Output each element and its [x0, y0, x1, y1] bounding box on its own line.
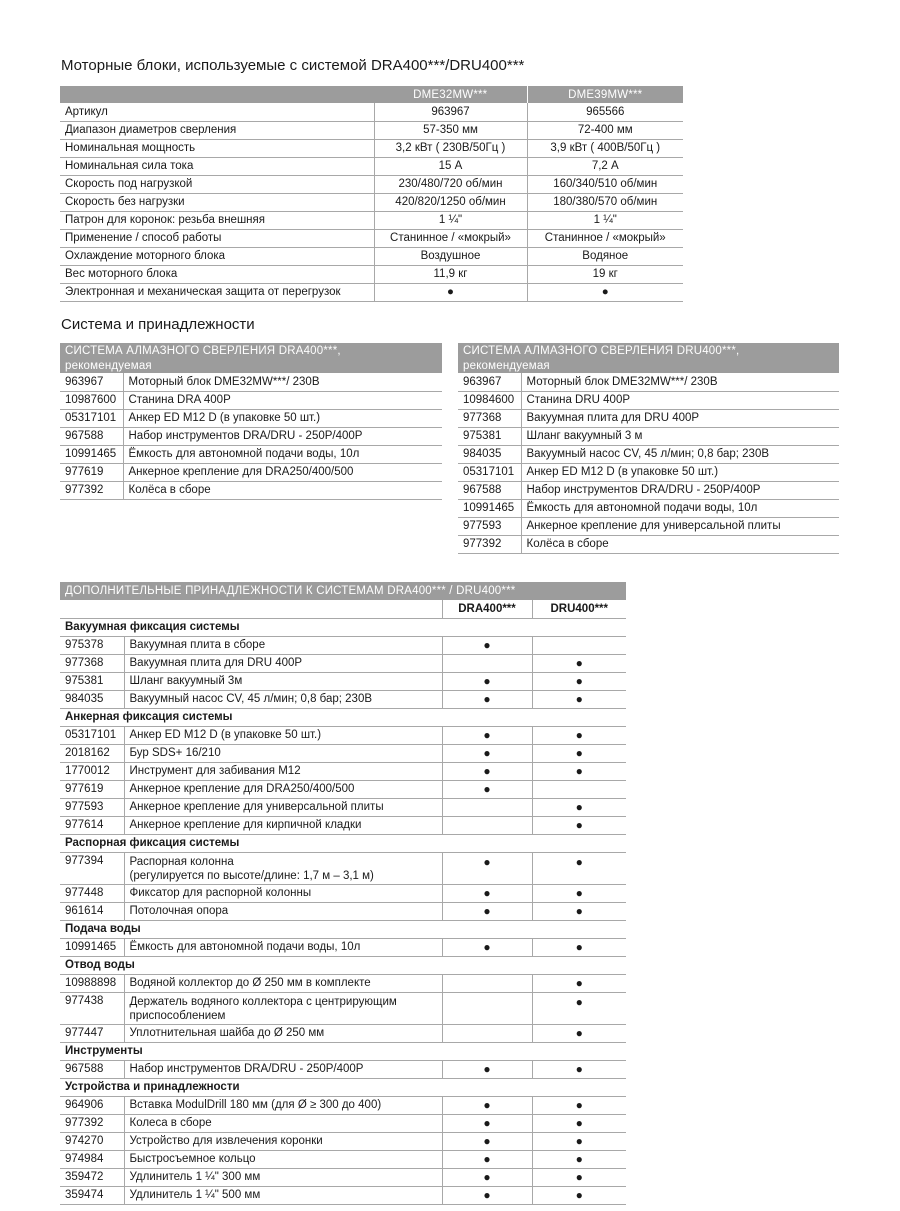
accessory-code: 2018162	[60, 744, 124, 762]
accessory-code: 977447	[60, 1024, 124, 1042]
accessory-desc-cell	[124, 780, 442, 798]
group-label: Вакуумная фиксация системы	[60, 618, 626, 636]
accessory-desc: Ёмкость для автономной подачи воды, 10л	[129, 941, 361, 953]
dru-availability-mark: ●	[532, 1114, 626, 1132]
motor-row	[60, 103, 683, 121]
dra-availability-mark: ●	[442, 1132, 532, 1150]
accessory-row	[60, 884, 626, 902]
accessory-code: 1770012	[60, 762, 124, 780]
accessory-code: 977438	[60, 992, 124, 1024]
dra-system-code: 963967	[60, 373, 123, 391]
motor-row-label: Применение / способ работы	[60, 229, 374, 247]
dru-system-code: 975381	[458, 427, 521, 445]
accessory-row	[60, 902, 626, 920]
dru-availability-mark: ●	[532, 1186, 626, 1204]
motor-row	[60, 121, 683, 139]
dra-system-desc: Ёмкость для автономной подачи воды, 10л	[123, 445, 442, 463]
group-row	[60, 956, 626, 974]
motor-row-value-dme39: 965566	[527, 103, 683, 121]
accessory-desc: Удлинитель 1 ¼" 500 мм	[129, 1189, 261, 1201]
accessory-code: 977392	[60, 1114, 124, 1132]
group-label: Инструменты	[60, 1042, 626, 1060]
accessory-desc-cell	[124, 1132, 442, 1150]
accessory-desc: Анкер ED M12 D (в упаковке 50 шт.)	[129, 729, 322, 741]
accessory-desc: Вакуумная плита в сборе	[129, 639, 266, 651]
accessory-desc-cell	[124, 654, 442, 672]
dra-system-row	[60, 481, 442, 499]
dru-system-code: 10984600	[458, 391, 521, 409]
dru-system-code: 963967	[458, 373, 521, 391]
motor-row-value-dme39: Станинное / «мокрый»	[527, 229, 683, 247]
group-label: Отвод воды	[60, 956, 626, 974]
dru-system-desc: Набор инструментов DRA/DRU - 250P/400P	[521, 481, 839, 499]
accessory-row	[60, 1024, 626, 1042]
motor-row-value-dme32: 3,2 кВт ( 230В/50Гц )	[374, 139, 527, 157]
dru-availability-mark: ●	[532, 1168, 626, 1186]
motor-row-label: Номинальная мощность	[60, 139, 374, 157]
dra-system-code: 10987600	[60, 391, 123, 409]
dra-availability-mark	[442, 974, 532, 992]
dru-system-row	[458, 481, 839, 499]
dra-availability-mark: ●	[442, 938, 532, 956]
dru-system-code: 967588	[458, 481, 521, 499]
dru-system-desc: Колёса в сборе	[521, 535, 839, 553]
dra-availability-mark	[442, 992, 532, 1024]
accessory-desc: Колеса в сборе	[129, 1117, 212, 1129]
dra-system-code: 977392	[60, 481, 123, 499]
dra-availability-mark: ●	[442, 1096, 532, 1114]
dru-system-desc: Шланг вакуумный 3 м	[521, 427, 839, 445]
accessory-code: 10988898	[60, 974, 124, 992]
dra-availability-mark: ●	[442, 1060, 532, 1078]
accessory-row	[60, 798, 626, 816]
dru-system-row	[458, 391, 839, 409]
accessory-code: 359472	[60, 1168, 124, 1186]
motor-row	[60, 283, 683, 301]
accessory-row	[60, 672, 626, 690]
accessory-desc: Водяной коллектор до Ø 250 мм в комплекте	[129, 977, 371, 989]
dru-availability-mark: ●	[532, 1024, 626, 1042]
dra-system-desc: Колёса в сборе	[123, 481, 442, 499]
accessory-desc-cell	[124, 672, 442, 690]
accessory-code: 961614	[60, 902, 124, 920]
motor-row-label: Скорость без нагрузки	[60, 193, 374, 211]
dra-availability-mark	[442, 816, 532, 834]
dru-availability-mark: ●	[532, 974, 626, 992]
accessory-row	[60, 1060, 626, 1078]
dru-availability-mark: ●	[532, 762, 626, 780]
dra-system-header-line2: рекомендуемая	[60, 358, 442, 373]
accessory-desc-line2: приспособлением	[129, 1009, 226, 1022]
dru-system-row	[458, 499, 839, 517]
motor-row-value-dme32: 230/480/720 об/мин	[374, 175, 527, 193]
dra-system-desc: Анкер ED M12 D (в упаковке 50 шт.)	[123, 409, 442, 427]
accessory-desc-cell	[124, 762, 442, 780]
accessory-row	[60, 762, 626, 780]
extra-colhead-dru: DRU400***	[532, 600, 626, 618]
motor-row	[60, 265, 683, 283]
accessory-code: 977368	[60, 654, 124, 672]
group-label: Устройства и принадлежности	[60, 1078, 626, 1096]
dru-system-header-line1: СИСТЕМА АЛМАЗНОГО СВЕРЛЕНИЯ DRU400***,	[458, 343, 839, 358]
motor-row-value-dme39: 19 кг	[527, 265, 683, 283]
dru-system-code: 977593	[458, 517, 521, 535]
accessory-desc: Удлинитель 1 ¼" 300 мм	[129, 1171, 261, 1183]
accessory-desc-cell	[124, 744, 442, 762]
accessory-code: 984035	[60, 690, 124, 708]
accessory-desc-cell	[124, 690, 442, 708]
motor-row-value-dme32: 11,9 кг	[374, 265, 527, 283]
accessory-code: 964906	[60, 1096, 124, 1114]
accessory-row	[60, 690, 626, 708]
accessory-desc: Вакуумная плита для DRU 400P	[129, 657, 303, 669]
dra-availability-mark: ●	[442, 726, 532, 744]
group-row	[60, 1042, 626, 1060]
extra-colhead-blank2	[124, 600, 442, 618]
dra-system-header-line1: СИСТЕМА АЛМАЗНОГО СВЕРЛЕНИЯ DRA400***,	[60, 343, 442, 358]
accessory-code: 974270	[60, 1132, 124, 1150]
dra-availability-mark: ●	[442, 1168, 532, 1186]
dru-availability-mark	[532, 636, 626, 654]
dru-system-row	[458, 409, 839, 427]
motor-row-value-dme39: 7,2 А	[527, 157, 683, 175]
accessory-desc: Вставка ModulDrill 180 мм (для Ø ≥ 300 до 400)	[129, 1099, 382, 1111]
dru-system-header-line2: рекомендуемая	[458, 358, 839, 373]
accessory-desc-cell	[124, 1186, 442, 1204]
motor-row-label: Вес моторного блока	[60, 265, 374, 283]
dra-availability-mark: ●	[442, 1114, 532, 1132]
accessory-desc: Анкерное крепление для универсальной плиты	[129, 801, 384, 813]
dra-availability-mark: ●	[442, 744, 532, 762]
dra-availability-mark: ●	[442, 762, 532, 780]
dra-availability-mark: ●	[442, 852, 532, 884]
accessory-desc: Распорная колонна	[129, 855, 234, 868]
motor-row	[60, 139, 683, 157]
accessory-row	[60, 938, 626, 956]
accessory-desc-cell	[124, 852, 442, 884]
systems-section-title: Система и принадлежности	[61, 316, 255, 333]
accessory-row	[60, 816, 626, 834]
dru-system-desc: Вакуумный насос CV, 45 л/мин; 0,8 бар; 230В	[521, 445, 839, 463]
accessory-desc-cell	[124, 1060, 442, 1078]
dru-system-desc: Вакуумная плита для DRU 400P	[521, 409, 839, 427]
accessory-row	[60, 1168, 626, 1186]
accessory-code: 975378	[60, 636, 124, 654]
dru-system-row	[458, 445, 839, 463]
accessory-desc-line2: (регулируется по высоте/длине: 1,7 м – 3,1 м)	[129, 869, 374, 882]
motor-row-value-dme32: 57-350 мм	[374, 121, 527, 139]
dra-availability-mark: ●	[442, 672, 532, 690]
group-row	[60, 1078, 626, 1096]
accessory-desc-cell	[124, 938, 442, 956]
motor-table	[60, 86, 683, 302]
dra-availability-mark	[442, 654, 532, 672]
motor-row-value-dme32: 963967	[374, 103, 527, 121]
group-row	[60, 708, 626, 726]
accessory-desc-cell	[124, 992, 442, 1024]
accessory-row	[60, 1132, 626, 1150]
accessory-desc: Анкерное крепление для DRA250/400/500	[129, 783, 355, 795]
dru-system-desc: Анкер ED M12 D (в упаковке 50 шт.)	[521, 463, 839, 481]
motor-row-label: Патрон для коронок: резьба внешняя	[60, 211, 374, 229]
dru-system-code: 977368	[458, 409, 521, 427]
extra-colhead-dra: DRA400***	[442, 600, 532, 618]
motor-row-label: Номинальная сила тока	[60, 157, 374, 175]
motor-row	[60, 175, 683, 193]
dru-availability-mark: ●	[532, 690, 626, 708]
accessory-code: 967588	[60, 1060, 124, 1078]
accessory-code: 10991465	[60, 938, 124, 956]
dru-availability-mark: ●	[532, 654, 626, 672]
dru-availability-mark: ●	[532, 852, 626, 884]
accessory-desc: Шланг вакуумный 3м	[129, 675, 243, 687]
motor-row	[60, 247, 683, 265]
accessory-desc: Уплотнительная шайба до Ø 250 мм	[129, 1027, 325, 1039]
dru-system-desc: Анкерное крепление для универсальной плиты	[521, 517, 839, 535]
group-label: Анкерная фиксация системы	[60, 708, 626, 726]
dra-system-desc: Анкерное крепление для DRA250/400/500	[123, 463, 442, 481]
accessory-row	[60, 744, 626, 762]
motor-row-value-dme32: Воздушное	[374, 247, 527, 265]
accessory-code: 05317101	[60, 726, 124, 744]
accessory-code: 975381	[60, 672, 124, 690]
motor-row-value-dme39: ●	[527, 283, 683, 301]
dru-availability-mark: ●	[532, 902, 626, 920]
accessory-row	[60, 780, 626, 798]
motor-row-value-dme32: Станинное / «мокрый»	[374, 229, 527, 247]
accessory-desc-cell	[124, 974, 442, 992]
dru-availability-mark: ●	[532, 1096, 626, 1114]
accessory-desc: Потолочная опора	[129, 905, 229, 917]
dru-system-table	[458, 343, 839, 554]
extra-header: ДОПОЛНИТЕЛЬНЫЕ ПРИНАДЛЕЖНОСТИ К СИСТЕМАМ DRA400*** / DRU400***	[60, 582, 626, 600]
dra-system-desc: Станина DRA 400P	[123, 391, 442, 409]
dru-system-row	[458, 463, 839, 481]
accessory-desc-cell	[124, 636, 442, 654]
dru-system-code: 984035	[458, 445, 521, 463]
accessory-desc: Держатель водяного коллектора с центрирующим	[129, 995, 397, 1008]
group-label: Распорная фиксация системы	[60, 834, 626, 852]
dra-availability-mark	[442, 798, 532, 816]
dra-system-row	[60, 463, 442, 481]
accessory-code: 977448	[60, 884, 124, 902]
dru-availability-mark: ●	[532, 816, 626, 834]
accessory-desc-cell	[124, 884, 442, 902]
dru-availability-mark: ●	[532, 1060, 626, 1078]
dra-availability-mark: ●	[442, 780, 532, 798]
dra-system-row	[60, 373, 442, 391]
group-label: Подача воды	[60, 920, 626, 938]
dra-system-row	[60, 409, 442, 427]
dru-availability-mark: ●	[532, 798, 626, 816]
dru-availability-mark: ●	[532, 1132, 626, 1150]
motor-row-value-dme39: 3,9 кВт ( 400В/50Гц )	[527, 139, 683, 157]
dra-system-table	[60, 343, 442, 500]
dra-system-code: 977619	[60, 463, 123, 481]
motor-header-col2: DME39MW***	[527, 86, 683, 103]
accessory-row	[60, 852, 626, 884]
accessory-desc: Инструмент для забивания M12	[129, 765, 301, 777]
dra-availability-mark: ●	[442, 690, 532, 708]
dru-system-row	[458, 517, 839, 535]
accessory-desc-cell	[124, 1096, 442, 1114]
accessory-code: 359474	[60, 1186, 124, 1204]
motor-row-label: Диапазон диаметров сверления	[60, 121, 374, 139]
dru-system-row	[458, 427, 839, 445]
dra-availability-mark: ●	[442, 1150, 532, 1168]
accessory-row	[60, 1114, 626, 1132]
accessory-desc: Бур SDS+ 16/210	[129, 747, 221, 759]
group-row	[60, 920, 626, 938]
dru-availability-mark: ●	[532, 992, 626, 1024]
dru-system-code: 10991465	[458, 499, 521, 517]
motor-row	[60, 193, 683, 211]
dra-system-code: 967588	[60, 427, 123, 445]
motor-row-value-dme39: 180/380/570 об/мин	[527, 193, 683, 211]
accessory-code: 977619	[60, 780, 124, 798]
accessory-row	[60, 992, 626, 1024]
dru-availability-mark: ●	[532, 884, 626, 902]
motor-row-value-dme32: 1 ¼"	[374, 211, 527, 229]
motor-section-title: Моторные блоки, используемые с системой DRA400***/DRU400***	[61, 57, 525, 74]
accessory-code: 977394	[60, 852, 124, 884]
dru-availability-mark: ●	[532, 744, 626, 762]
dru-availability-mark	[532, 780, 626, 798]
accessory-desc: Фиксатор для распорной колонны	[129, 887, 312, 899]
motor-row	[60, 229, 683, 247]
accessory-desc-cell	[124, 1150, 442, 1168]
dru-availability-mark: ●	[532, 938, 626, 956]
extra-colhead-blank	[60, 600, 124, 618]
motor-row-label: Скорость под нагрузкой	[60, 175, 374, 193]
accessory-desc-cell	[124, 1024, 442, 1042]
dru-system-desc: Станина DRU 400P	[521, 391, 839, 409]
accessory-desc-cell	[124, 798, 442, 816]
accessory-row	[60, 1096, 626, 1114]
motor-row-value-dme32: 15 А	[374, 157, 527, 175]
dru-system-row	[458, 373, 839, 391]
dra-availability-mark: ●	[442, 1186, 532, 1204]
dru-availability-mark: ●	[532, 672, 626, 690]
dra-system-row	[60, 427, 442, 445]
dra-system-desc: Моторный блок DME32MW***/ 230В	[123, 373, 442, 391]
dra-system-code: 05317101	[60, 409, 123, 427]
dra-availability-mark: ●	[442, 902, 532, 920]
dru-availability-mark: ●	[532, 1150, 626, 1168]
accessory-desc-cell	[124, 1114, 442, 1132]
accessory-desc: Вакуумный насос CV, 45 л/мин; 0,8 бар; 230В	[129, 693, 373, 705]
motor-row	[60, 157, 683, 175]
accessory-desc: Быстросъемное кольцо	[129, 1153, 256, 1165]
dra-system-desc: Набор инструментов DRA/DRU - 250P/400P	[123, 427, 442, 445]
accessory-row	[60, 974, 626, 992]
accessory-code: 977614	[60, 816, 124, 834]
dra-system-row	[60, 445, 442, 463]
group-row	[60, 834, 626, 852]
dra-availability-mark: ●	[442, 636, 532, 654]
motor-row	[60, 211, 683, 229]
motor-row-label: Охлаждение моторного блока	[60, 247, 374, 265]
dru-system-code: 977392	[458, 535, 521, 553]
dru-system-row	[458, 535, 839, 553]
motor-row-label: Электронная и механическая защита от перегрузок	[60, 283, 374, 301]
accessory-desc-cell	[124, 816, 442, 834]
motor-header-blank	[60, 86, 374, 103]
accessory-desc: Анкерное крепление для кирпичной кладки	[129, 819, 362, 831]
motor-row-value-dme32: ●	[374, 283, 527, 301]
accessory-row	[60, 1186, 626, 1204]
accessory-desc: Набор инструментов DRA/DRU - 250P/400P	[129, 1063, 364, 1075]
motor-row-value-dme39: 160/340/510 об/мин	[527, 175, 683, 193]
accessory-row	[60, 726, 626, 744]
accessory-desc: Устройство для извлечения коронки	[129, 1135, 323, 1147]
accessory-row	[60, 654, 626, 672]
motor-row-value-dme39: Водяное	[527, 247, 683, 265]
accessory-row	[60, 636, 626, 654]
accessory-code: 974984	[60, 1150, 124, 1168]
dru-system-code: 05317101	[458, 463, 521, 481]
dru-system-desc: Ёмкость для автономной подачи воды, 10л	[521, 499, 839, 517]
dra-availability-mark: ●	[442, 884, 532, 902]
accessory-row	[60, 1150, 626, 1168]
accessory-desc-cell	[124, 902, 442, 920]
motor-header-col1: DME32MW***	[374, 86, 527, 103]
dra-availability-mark	[442, 1024, 532, 1042]
dru-availability-mark: ●	[532, 726, 626, 744]
group-row	[60, 618, 626, 636]
dra-system-code: 10991465	[60, 445, 123, 463]
motor-row-value-dme32: 420/820/1250 об/мин	[374, 193, 527, 211]
motor-row-value-dme39: 72-400 мм	[527, 121, 683, 139]
accessory-code: 977593	[60, 798, 124, 816]
dru-system-desc: Моторный блок DME32MW***/ 230В	[521, 373, 839, 391]
dra-system-row	[60, 391, 442, 409]
accessory-desc-cell	[124, 1168, 442, 1186]
accessory-desc-cell	[124, 726, 442, 744]
extra-accessories-table	[60, 582, 626, 1205]
motor-row-value-dme39: 1 ¼"	[527, 211, 683, 229]
motor-row-label: Артикул	[60, 103, 374, 121]
